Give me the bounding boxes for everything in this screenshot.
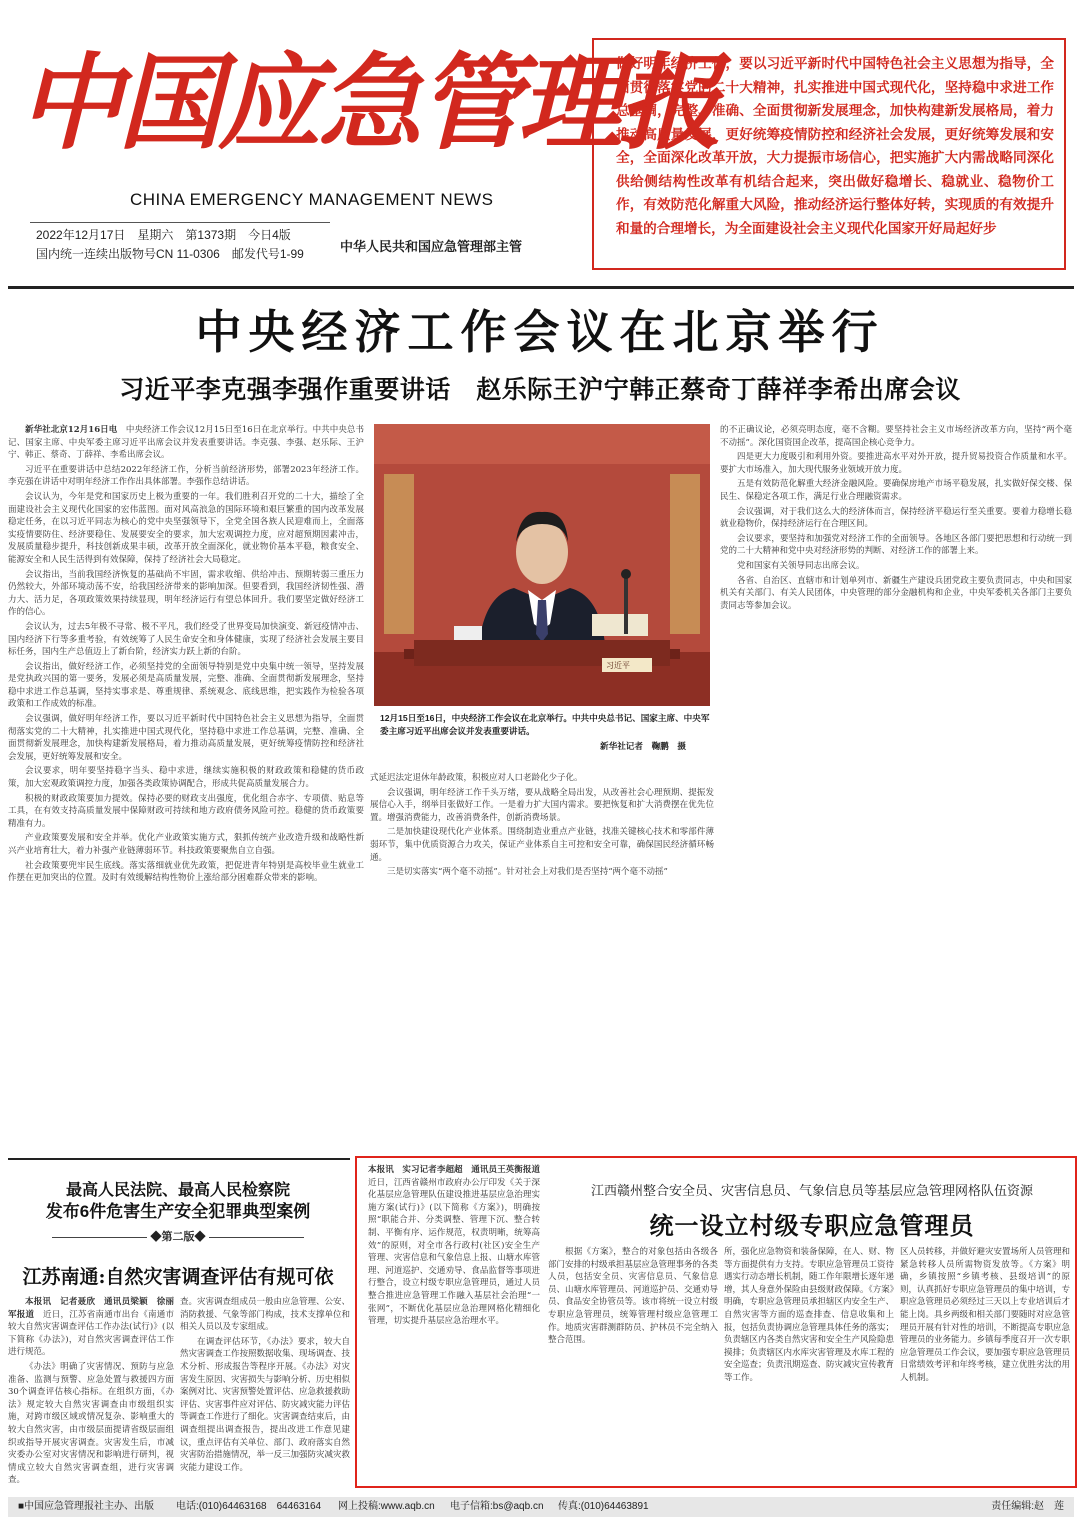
side-story-title-2: 发布6件危害生产安全犯罪典型案例 [45, 1202, 311, 1221]
jiangsu-body-3: 查。灾害调查组成员一般由应急管理、公安、消防救援、气象等部门构成，技术支撑单位和相关人员以及专家组成。 [180, 1297, 350, 1333]
issue-info [36, 226, 304, 264]
lead-column-1 [8, 424, 364, 1154]
jiangsu-column-2 [180, 1296, 350, 1492]
jiangsu-headline: 江苏南通:自然灾害调查评估有规可依 [22, 1266, 334, 1288]
jiangxi-byline: 本报讯 实习记者李超超 通讯员王英衡报道 [368, 1165, 540, 1175]
section-rule [8, 1158, 350, 1160]
jiangsu-byline: 本报讯 记者聂欣 通讯员梁颖 徐丽军报道 [8, 1297, 174, 1320]
header-rule [8, 286, 1074, 289]
photo-caption: 12月15日至16日，中央经济工作会议在北京举行。中共中央总书记、国家主席、中央军委主席习近平出席会议并发表重要讲话。 [380, 713, 710, 736]
col4-para-2: 四是更大力度吸引和利用外资。要推进高水平对外开放，提升贸易投资合作质量和水平。要扩大市场准入，加大现代服务业领域开放力度。 [720, 452, 1072, 475]
lead-headline: 中央经济工作会议在北京举行 [195, 306, 885, 358]
footer-publisher: ■中国应急管理报社主办、出版 [18, 1501, 155, 1512]
jiangsu-body-4: 在调查评估环节，《办法》要求，较大自然灾害调查工作按照数据收集、现场调查、技术分析、形成报告等程序开展。《办法》对灾害发生原因、灾害损失与影响分析、历史相似案例对比、灾害预警处置评估、应急救援救助评估、灾害事件应对评估、防灾减灾能力评估等调查工作进行了细化。灾害调查结束后，由调查组提出调查报告，提出改进工作意见建议，重点评估有关单位、部门、政府落实自然灾害防治措施情况，举一反三加强防灾减灾救灾能力建设工作。 [180, 1336, 350, 1473]
date-line: 2022年12月17日 星期六 第1373期 今日4版 [36, 228, 291, 242]
jiangxi-column-2 [548, 1246, 718, 1484]
footer-phone: 电话:(010)64463168 64463164 [176, 1501, 322, 1512]
lead-para-10: 产业政策要发展和安全并举。优化产业政策实施方式，狠抓传统产业改造升级和战略性新兴产业培育壮大，着力补强产业链薄弱环节。科技政策要聚焦自立自强。 [8, 833, 364, 856]
footer-bar [8, 1497, 1074, 1517]
masthead-divider [30, 222, 330, 223]
podium-nameplate: 习近平 [606, 661, 630, 670]
col4-para-5: 会议要求，要坚持和加强党对经济工作的全面领导。各地区各部门要把思想和行动统一到党的二十大精神和党中央对经济形势的判断、对经济工作的部署上来。 [720, 533, 1072, 557]
col4-para-6: 党和国家有关领导同志出席会议。 [737, 560, 865, 571]
side-story-pageref[interactable] [8, 1228, 348, 1244]
jiangxi-col-2-text: 根据《方案》，整合的对象包括由各级各部门安排的村级承担基层应急管理事务的各类人员，包括安全员、灾害信息员、气象信息员、山塘水库管理员、河道巡护员、交通劝导员、食品安全协管员等。该市将统一设立村级专职应急管理员，统筹管理村级应急管理工作。地质灾害群测群防员、护林员不完全纳入整合范围。 [548, 1247, 718, 1346]
quote-text: 做好明年经济工作，要以习近平新时代中国特色社会主义思想为指导，全面贯彻落实党的二十大精神，扎实推进中国式现代化，坚持稳中求进工作总基调，完整、准确、全面贯彻新发展理念，加快构建新发展格局，着力推动高质量发展，更好统筹疫情防控和经济社会发展，更好统筹发展和安全，全面深化改革开放，大力提振市场信心，把实施扩大内需战略同深化供给侧结构性改革有机结合起来，突出做好稳增长、稳就业、稳物价工作，有效防范化解重大风险，推动经济运行整体好转，实现质的有效提升和量的合理增长，为全面建设社会主义现代化国家开好局起好步 [616, 56, 1054, 236]
lead-para-8: 会议要求，明年要坚持稳字当头、稳中求进，继续实施积极的财政政策和稳健的货币政策，加大宏观政策调控力度，加强各类政策协调配合，形成共促高质量发展合力。 [8, 766, 364, 790]
col4-para-4: 会议强调，对于我们这么大的经济体而言，保持经济平稳运行至关重要。要着力稳增长稳就业稳物价，保持经济运行在合理区间。 [720, 506, 1072, 530]
lead-dateline: 新华社北京12月16日电 [25, 425, 118, 435]
col3-para-3: 二是加快建设现代化产业体系。围绕制造业重点产业链，找准关键核心技术和零部件薄弱环节，集中优质资源合力攻关，保证产业体系自主可控和安全可靠，确保国民经济循环畅通。 [370, 827, 714, 863]
col4-para-7: 各省、自治区、直辖市和计划单列市、新疆生产建设兵团党政主要负责同志，中央和国家机关有关部门、有关人民团体，中央管理的部分金融机构和企业，中央军委机关各部门主要负责同志等参加会议。 [720, 575, 1072, 611]
lead-column-3 [370, 772, 714, 1154]
jiangxi-headline: 统一设立村级专职应急管理员 [649, 1211, 975, 1240]
jiangxi-column-4 [900, 1246, 1070, 1484]
lead-photo [374, 424, 710, 706]
footer-email[interactable]: 电子信箱:bs@aqb.cn [450, 1501, 544, 1512]
jiangxi-column-3 [724, 1246, 894, 1484]
jiangsu-body-2: 《办法》明确了灾害情况、预防与应急准备、监测与预警、应急处置与救援四方面30个调查评估核心指标。在组织方面，《办法》规定较大自然灾害调查由市级组织实施，对跨市级区域或情况复杂、影响重大的较大自然灾害，由市级层面提请省级层面组织或指导开展灾害调查。灾害发生后，市减灾委办公室对灾害情况和影响进行研判，视情成立较大自然灾害调查组，进行灾害调查。 [8, 1361, 174, 1486]
lead-para-11: 社会政策要兜牢民生底线。落实落细就业优先政策，把促进青年特别是高校毕业生就业工作摆在更加突出的位置。及时有效缓解结构性物价上涨给部分困难群众带来的影响。 [8, 860, 364, 884]
jiangxi-col-3-text: 所，强化应急物资和装备保障，在人、财、物等方面提供有力支持。专职应急管理员工资待遇实行动态增长机制，随工作年限增长逐年递增，其人身意外保险由县级财政保障。《方案》明确，专职应急管理员承担辖区内安全生产、自然灾害等方面的巡查排查、信息收集和上报，包括负责协调应急管理具体任务的落实；负责辖区内各类自然灾害和安全生产风险隐患摸排；负责辖区内水库灾害管理及水库工程的安全巡查；负责汛期巡查、防灾减灾宣传教育等工作。 [724, 1247, 894, 1383]
lead-para-9: 积极的财政政策要加力提效。保持必要的财政支出强度，优化组合赤字、专项债、贴息等工具，在有效支持高质量发展中保障财政可持续和地方政府债务风险可控。稳健的货币政策要精准有力。 [8, 793, 364, 829]
issn-line: 国内统一连续出版物号CN 11-0306 邮发代号1-99 [36, 247, 304, 261]
jiangxi-col-4-text: 区人员转移，并做好避灾安置场所人员管理和紧急转移人员所需物资发放等。《方案》明确，乡镇按照“乡镇考核、县级培训”的原则，认真抓好专职应急管理员的集中培训，专职应急管理员必须经过三天以上专业培训后才能上岗。具乡两级和相关部门要随时对应急管理员开展有针对性的培训，不断提高专职应急管理员的业务能力。乡镇每季度召开一次专职应急管理员工作会议，要加强专职应急管理员日常绩效考评和年终考核，建立优胜劣汰的用人机制。 [900, 1247, 1070, 1383]
lead-para-3: 会议认为，今年是党和国家历史上极为重要的一年。我们胜利召开党的二十大，描绘了全面建设社会主义现代化国家的宏伟蓝图。面对风高浪急的国际环境和艰巨繁重的国内改革发展稳定任务，在以习近平同志为核心的党中央坚强领导下，全党全国各族人民迎难而上，全面落实疫情要防住、经济要稳住、发展要安全的要求，加大宏观调控力度，应对超预期因素冲击，发展质量稳步提升，科技创新成果丰硕，改革开放全面深化，就业物价基本平稳，粮食安全、能源安全和人民生活得到有效保障，保持了经济社会大局稳定。 [8, 491, 364, 565]
footer-fax: 传真:(010)64463891 [558, 1501, 649, 1512]
col4-para-3: 五是有效防范化解重大经济金融风险。要确保房地产市场平稳发展，扎实做好保交楼、保民生、保稳定各项工作，满足行业合理融资需求。 [720, 479, 1072, 502]
jiangsu-body-1: 近日，江苏省南通市出台《南通市较大自然灾害调查评估工作办法(试行)》(以下简称《办法》)，对自然灾害调查评估工作进行规范。 [8, 1309, 174, 1358]
lead-para-5: 会议认为，过去5年极不寻常、极不平凡，我们经受了世界变局加快演变、新冠疫情冲击、国内经济下行等多重考验，有效统筹了人民生命安全和身体健康，实现了经济社会发展主要目标任务，国内生产总值迈上了新台阶，经济实力跃上新的台阶。 [8, 621, 364, 658]
lead-para-7: 会议强调，做好明年经济工作，要以习近平新时代中国特色社会主义思想为指导，全面贯彻落实党的二十大精神，扎实推进中国式现代化，坚持稳中求进工作总基调，完整、准确、全面贯彻新发展理念，加快构建新发展格局，着力推动高质量发展，更好统筹疫情防控和经济社会发展，更好统筹发展和安全。 [8, 714, 364, 762]
quote-box [592, 38, 1066, 270]
footer-web[interactable]: 网上投稿:www.aqb.cn [338, 1501, 435, 1512]
side-story-title-1: 最高人民法院、最高人民检察院 [65, 1182, 290, 1199]
jiangsu-column-1 [8, 1296, 174, 1492]
jiangxi-kicker: 江西赣州整合安全员、灾害信息员、气象信息员等基层应急管理网格队伍资源 [590, 1184, 1033, 1199]
side-story-title [8, 1180, 348, 1222]
lead-photo-illustration [374, 424, 710, 706]
footer-editor: 责任编辑:赵 莲 [991, 1501, 1064, 1512]
lead-para-1: 中央经济工作会议12月15日至16日在北京举行。中共中央总书记、国家主席、中央军委主席习近平出席会议并发表重要讲话。李克强、李强、赵乐际、王沪宁、韩正、蔡奇、丁薛祥、李希出席会议。 [8, 425, 364, 461]
jiangxi-col-1-text: 近日，江西省赣州市政府办公厅印发《关于深化基层应急管理队伍建设推进基层应急治理实施方案(试行)》(以下简称《方案》)，明确按照“职能合并、分类调整、管理下沉、整合转制、平衡有序、运作规范，权责明晰，统筹高效”的原则，对全市各行政村(社区)安全生产管理、灾害信息和气象信息上报、山塘水库管理、河道巡护、交通劝导、食品监督等事项进行整合，设立村级专职应急管理员，通过人员整合推进应急管理工作融入基层社会治理“一张网”，不断优化基层应急治理网格化精细化管理，切实提升基层应急治理水平。 [368, 1177, 540, 1327]
page-ref-label: ◆第二版◆ [150, 1231, 206, 1243]
lead-subhead: 习近平李克强李强作重要讲话 赵乐际王沪宁韩正蔡奇丁薛祥李希出席会议 [119, 376, 961, 404]
col4-para-1: 的不正确议论，必须亮明态度，毫不含糊。要坚持社会主义市场经济改革方向，坚持“两个毫不动摇”。深化国资国企改革，提高国企核心竞争力。 [720, 425, 1072, 448]
jiangxi-column-1 [368, 1164, 540, 1484]
lead-para-6: 会议指出，做好经济工作，必须坚持党的全面领导特别是党中央集中统一领导，坚持发展是党执政兴国的第一要务，发展必须是高质量发展，完整、准确、全面贯彻新发展理念，坚持稳中求进工作总基调，坚持实事求是、尊重规律、系统观念、底线思维，把实践作为检验各项政策和工作成效的标准。 [8, 661, 364, 710]
publisher-label: 中华人民共和国应急管理部主管 [340, 239, 523, 254]
lead-para-2: 习近平在重要讲话中总结2022年经济工作，分析当前经济形势，部署2023年经济工作。李克强在讲话中对明年经济工作作出具体部署。李强作总结讲话。 [8, 464, 364, 488]
lead-para-4: 会议指出，当前我国经济恢复的基础尚不牢固，需求收缩、供给冲击、预期转弱三重压力仍然较大，外部环境动荡不安，给我国经济带来的影响加深。但要看到，我国经济韧性强、潜力大、活力足，各项政策效果持续显现，明年经济运行有望总体回升。我们要坚定做好经济工作的信心。 [8, 569, 364, 618]
masthead-english: CHINA EMERGENCY MANAGEMENT NEWS [130, 190, 494, 209]
masthead-title: 中国应急管理报 [18, 41, 719, 164]
photo-credit: 新华社记者 鞠鹏 摄 [600, 741, 686, 751]
col3-para-4: 三是切实落实“两个毫不动摇”。针对社会上对我们是否坚持“两个毫不动摇” [387, 867, 668, 878]
col3-para-2: 会议强调，明年经济工作千头万绪，要从战略全局出发，从改善社会心理预期、提振发展信心入手，纲举目张做好工作。一是着力扩大国内需求。要把恢复和扩大消费摆在优先位置。增强消费能力，改善消费条件，创新消费场景。 [370, 787, 714, 823]
col3-para-1: 式延迟法定退休年龄政策，积极应对人口老龄化少子化。 [370, 773, 583, 783]
lead-column-4 [720, 424, 1072, 1154]
